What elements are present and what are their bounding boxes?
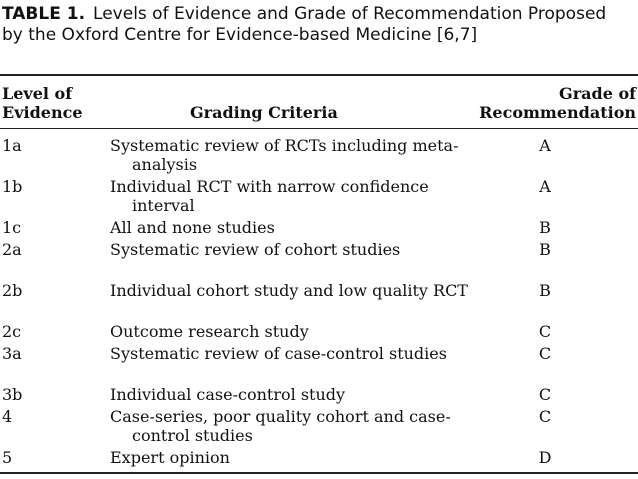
row-level: 2c bbox=[2, 322, 22, 341]
table-top-rule bbox=[0, 74, 638, 76]
row-criteria: All and none studies bbox=[110, 218, 275, 237]
row-grade: A bbox=[539, 177, 551, 196]
table-header-rule bbox=[0, 128, 638, 129]
table-row bbox=[0, 448, 638, 470]
row-criteria: Systematic review of cohort studies bbox=[110, 240, 401, 259]
row-criteria: Individual cohort study and low quality RCT bbox=[110, 281, 468, 300]
table-row bbox=[0, 136, 638, 177]
row-level: 1b bbox=[2, 177, 23, 196]
row-level: 1a bbox=[2, 136, 22, 155]
row-criteria: Outcome research study bbox=[110, 322, 309, 341]
table-row bbox=[0, 281, 638, 322]
row-level: 1c bbox=[2, 218, 22, 237]
row-criteria: Expert opinion bbox=[110, 448, 230, 467]
row-grade: B bbox=[539, 240, 551, 259]
table-body bbox=[0, 136, 638, 470]
table-row bbox=[0, 385, 638, 407]
table-row bbox=[0, 218, 638, 240]
row-level: 5 bbox=[2, 448, 13, 467]
row-level: 2a bbox=[2, 240, 22, 259]
table-row bbox=[0, 177, 638, 218]
row-grade: A bbox=[539, 136, 551, 155]
row-grade: C bbox=[538, 322, 552, 341]
header-level-of-evidence: Level of Evidence bbox=[2, 84, 83, 122]
table-bottom-rule bbox=[0, 472, 638, 474]
table-row bbox=[0, 407, 638, 448]
row-criteria: Individual RCT with narrow confidence interval bbox=[110, 177, 429, 215]
row-level: 2b bbox=[2, 281, 23, 300]
row-grade: C bbox=[538, 407, 552, 426]
row-level: 4 bbox=[2, 407, 13, 426]
table-row bbox=[0, 344, 638, 385]
row-grade: D bbox=[538, 448, 552, 467]
row-criteria: Case-series, poor quality cohort and case-control studies bbox=[110, 407, 451, 445]
row-criteria: Systematic review of RCTs including meta-analysis bbox=[110, 136, 459, 174]
table-row bbox=[0, 322, 638, 344]
table-row bbox=[0, 240, 638, 281]
header-grading-criteria: Grading Criteria bbox=[190, 103, 338, 122]
row-criteria: Individual case-control study bbox=[110, 385, 346, 404]
row-level: 3b bbox=[2, 385, 23, 404]
table-caption bbox=[2, 4, 632, 46]
row-grade: C bbox=[538, 385, 552, 404]
table-caption-label: TABLE 1. bbox=[2, 4, 86, 24]
header-grade-of-recommendation: Grade of Recommendation bbox=[479, 84, 636, 122]
row-grade: B bbox=[539, 218, 551, 237]
table-caption-text: Levels of Evidence and Grade of Recommendation Proposed by the Oxford Centre for Evidence-based Medicine [6,7] bbox=[2, 4, 607, 45]
row-grade: B bbox=[539, 281, 551, 300]
row-criteria: Systematic review of case-control studies bbox=[110, 344, 447, 363]
row-grade: C bbox=[538, 344, 552, 363]
row-level: 3a bbox=[2, 344, 22, 363]
